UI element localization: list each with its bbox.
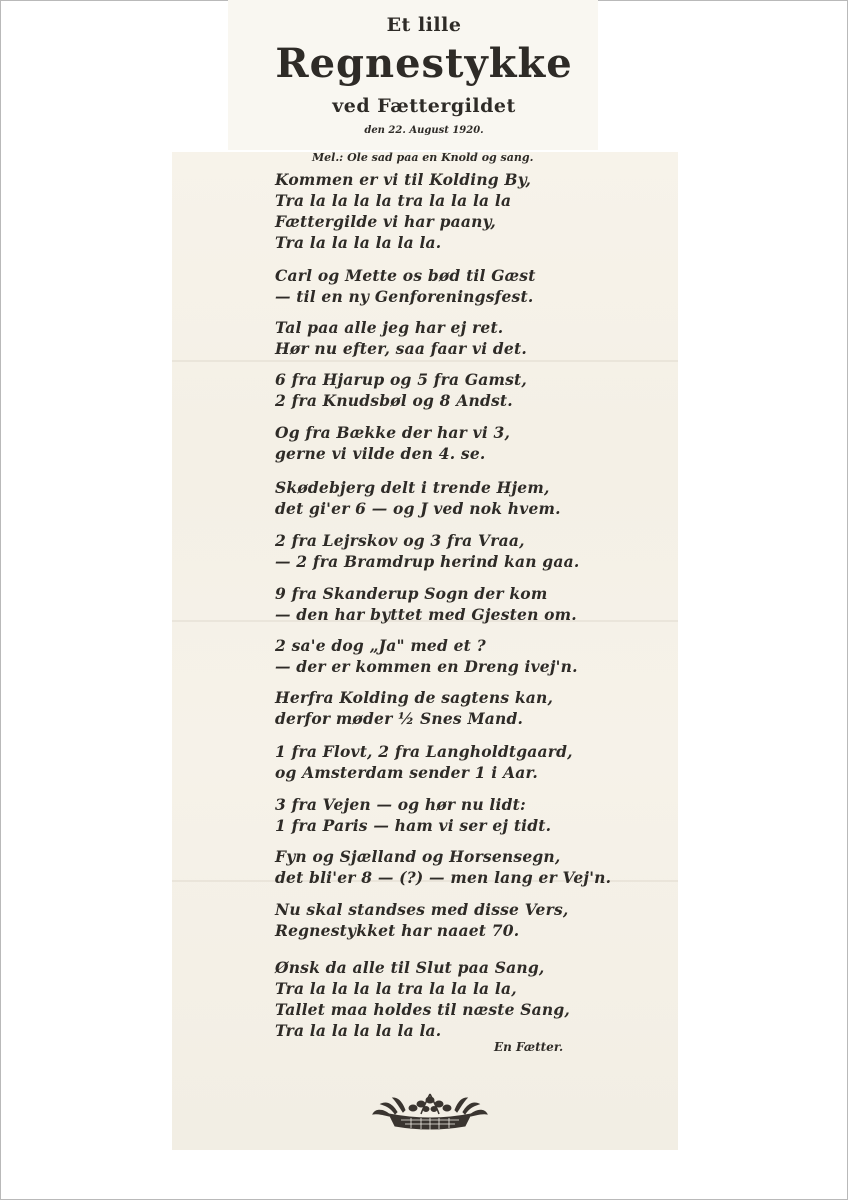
verse-line: Carl og Mette os bød til Gæst (275, 266, 536, 285)
stanza (275, 687, 675, 729)
stanza (275, 530, 675, 572)
verse-line: Herfra Kolding de sagtens kan, (275, 688, 554, 707)
verse-line: gerne vi vilde den 4. se. (275, 444, 486, 463)
verse-line: 2 sa'e dog „Ja" med et ? (275, 636, 486, 655)
stanza (275, 741, 675, 783)
verse-line: Fættergilde vi har paany, (275, 212, 496, 231)
verse-line: Tra la la la la tra la la la la, (275, 979, 517, 998)
verse-line: Tra la la la la tra la la la la (275, 191, 512, 210)
stanza (275, 794, 675, 836)
stanza (275, 169, 675, 253)
verse-line: derfor møder ½ Snes Mand. (275, 709, 524, 728)
melody-note: Mel.: Ole sad paa en Knold og sang. (312, 151, 534, 164)
verse-line: — til en ny Genforeningsfest. (275, 287, 534, 306)
verse-line: Kommen er vi til Kolding By, (275, 170, 532, 189)
verse-line: 1 fra Paris — ham vi ser ej tidt. (275, 816, 552, 835)
small-title: Et lille (386, 14, 462, 36)
verse-line: Fyn og Sjælland og Horsensegn, (275, 847, 561, 866)
verse-line: 2 fra Knudsbøl og 8 Andst. (275, 391, 513, 410)
signature: En Fætter. (494, 1040, 564, 1054)
verse-line: det bli'er 8 — (?) — men lang er Vej'n. (275, 868, 612, 887)
verse-line: og Amsterdam sender 1 i Aar. (275, 763, 538, 782)
stanza (275, 422, 675, 464)
stanza (275, 846, 675, 888)
verse-line: Hør nu efter, saa faar vi det. (275, 339, 527, 358)
stanza (275, 957, 675, 1041)
verse-line: — den har byttet med Gjesten om. (275, 605, 577, 624)
verse-line: 2 fra Lejrskov og 3 fra Vraa, (275, 531, 525, 550)
verse-line: Nu skal standses med disse Vers, (275, 900, 569, 919)
verse-line: Skødebjerg delt i trende Hjem, (275, 478, 550, 497)
stanza (275, 369, 675, 411)
verse-line: — der er kommen en Dreng ivej'n. (275, 657, 578, 676)
stanza (275, 265, 675, 307)
verse-line: — 2 fra Bramdrup herind kan gaa. (275, 552, 580, 571)
stanza (275, 317, 675, 359)
verse-line: Og fra Bække der har vi 3, (275, 423, 511, 442)
verse-line: Ønsk da alle til Slut paa Sang, (275, 958, 545, 977)
stanza (275, 899, 675, 941)
stanza (275, 583, 675, 625)
verse-line: Regnestykket har naaet 70. (275, 921, 520, 940)
stanza (275, 635, 675, 677)
verse-line: 3 fra Vejen — og hør nu lidt: (275, 795, 526, 814)
paper-fold (172, 360, 678, 362)
verse-line: 6 fra Hjarup og 5 fra Gamst, (275, 370, 528, 389)
stanza (275, 477, 675, 519)
verse-line: 1 fra Flovt, 2 fra Langholdtgaard, (275, 742, 573, 761)
page-title: Regnestykke (275, 40, 573, 87)
verse-line: Tra la la la la la la. (275, 233, 442, 252)
verse-line: Tal paa alle jeg har ej ret. (275, 318, 504, 337)
flower-basket-icon (371, 1088, 489, 1132)
verse-line: Tra la la la la la la. (275, 1021, 442, 1040)
sub-title: ved Fættergildet (332, 95, 516, 117)
verse-line: 9 fra Skanderup Sogn der kom (275, 584, 548, 603)
verse-line: det gi'er 6 — og J ved nok hvem. (275, 499, 561, 518)
date-line: den 22. August 1920. (364, 125, 484, 136)
verse-line: Tallet maa holdes til næste Sang, (275, 1000, 571, 1019)
